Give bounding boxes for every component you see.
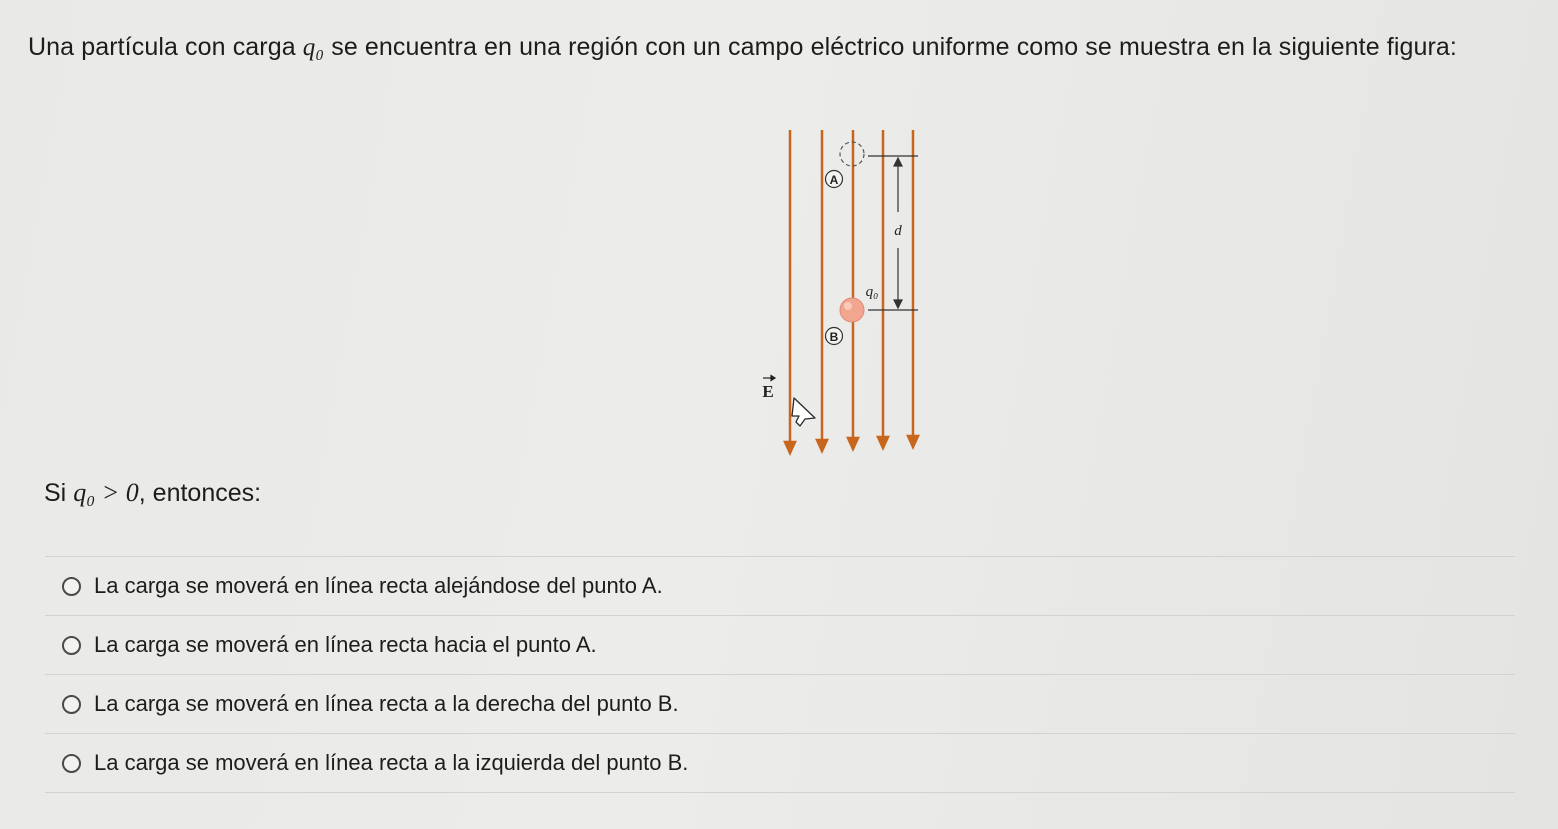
condition-prefix: Si xyxy=(44,479,74,507)
answer-option-2[interactable] xyxy=(45,615,1515,674)
field-arrowhead xyxy=(817,440,827,451)
charge-highlight xyxy=(844,302,852,310)
question-text-end: se encuentra en una región con un campo eléctrico uniforme como se muestra en la siguiente figura: xyxy=(324,33,1457,61)
condition-math: q₀ > 0 xyxy=(73,478,139,507)
field-arrowhead xyxy=(908,436,918,447)
label-e: E xyxy=(762,382,774,401)
field-arrowhead xyxy=(848,438,858,449)
label-b: B xyxy=(829,330,839,344)
label-d: d xyxy=(894,223,902,239)
vector-arrow-icon xyxy=(763,376,775,381)
answer-option-4[interactable] xyxy=(45,733,1515,793)
answer-option-3[interactable] xyxy=(45,674,1515,733)
answer-option-label: La carga se moverá en línea recta hacia el punto A. xyxy=(94,632,597,657)
label-a: A xyxy=(829,173,839,187)
radio-button[interactable] xyxy=(62,636,81,655)
charge-symbol: q₀ xyxy=(302,34,325,61)
label-q0: q₀ xyxy=(865,284,879,300)
answer-option-label: La carga se moverá en línea recta a la izquierda del punto B. xyxy=(94,750,689,775)
answer-options xyxy=(45,556,1515,793)
radio-button[interactable] xyxy=(62,754,81,773)
charge-q0 xyxy=(840,298,864,322)
question-text xyxy=(28,22,1543,73)
condition-suffix: , entonces: xyxy=(138,479,262,507)
answer-option-label: La carga se moverá en línea recta alejándose del punto A. xyxy=(94,573,663,598)
radio-button[interactable] xyxy=(62,695,81,714)
radio-button[interactable] xyxy=(62,577,81,596)
answer-option-1[interactable] xyxy=(45,556,1515,615)
field-arrowhead xyxy=(878,437,888,448)
answer-option-label: La carga se moverá en línea recta a la derecha del punto B. xyxy=(94,691,679,716)
electric-field-figure xyxy=(760,120,960,460)
condition-statement xyxy=(44,478,261,508)
question-text-start: Una partícula con carga xyxy=(28,33,303,61)
field-arrowhead xyxy=(785,442,795,453)
mouse-cursor-icon xyxy=(792,398,815,426)
